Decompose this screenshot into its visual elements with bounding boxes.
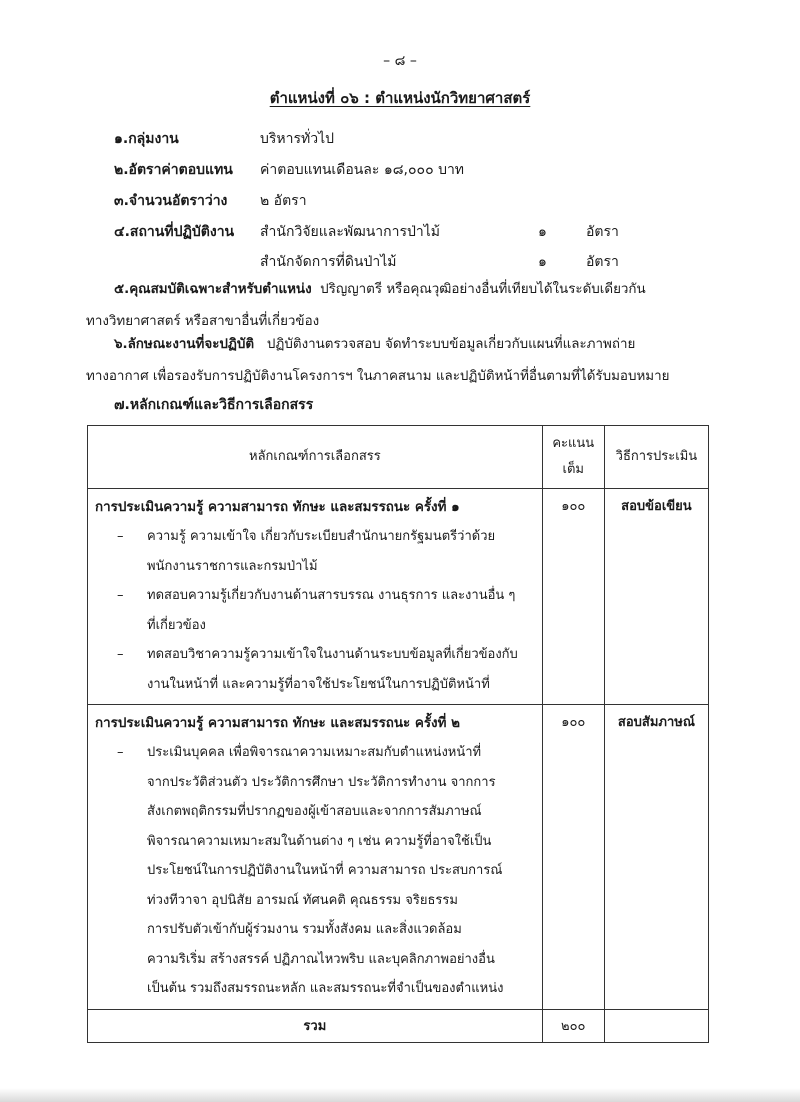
salary-value: ค่าตอบแทนเดือนละ ๑๘,๐๐๐ บาท	[260, 162, 465, 178]
location-name: สำนักจัดการที่ดินป่าไม้	[260, 254, 397, 270]
header-criteria: หลักเกณฑ์การเลือกสรร	[88, 426, 543, 489]
field-location	[114, 221, 619, 243]
qualification-line-2: ทางวิทยาศาสตร์ หรือสาขาอื่นที่เกี่ยวข้อง	[86, 314, 320, 329]
list-item: – ทดสอบความรู้เกี่ยวกับงานด้านสารบรรณ งานธุรการ และงานอื่น ๆ ที่เกี่ยวข้อง	[117, 588, 516, 633]
table-row	[88, 705, 709, 1010]
header-score-line-2: เต็ม	[562, 462, 584, 477]
table-header-row	[88, 426, 709, 489]
title-text: ตำแหน่งที่ ๐๖ : ตำแหน่งนักวิทยาศาสตร์	[269, 89, 531, 107]
location-label: ๔.สถานที่ปฏิบัติงาน	[114, 224, 235, 240]
section-heading: การประเมินความรู้ ความสามารถ ทักษะ และสมรรถนะ ครั้งที่ ๑	[95, 500, 460, 515]
vacancy-label: ๓.จำนวนอัตราว่าง	[114, 193, 228, 209]
total-score: ๒๐๐	[542, 1009, 604, 1042]
duties-line-2: ทางอากาศ เพื่อรองรับการปฏิบัติงานโครงการฯ ในภาคสนาม และปฏิบัติหน้าที่อื่นตามที่ได้รับมอบหมาย	[86, 369, 670, 384]
method-cell: สอบสัมภาษณ์	[604, 705, 708, 1010]
location-name: สำนักวิจัยและพัฒนาการป่าไม้	[260, 224, 441, 240]
header-method: วิธีการประเมิน	[604, 426, 708, 489]
field-vacancy	[114, 190, 307, 212]
criteria-list	[89, 522, 541, 703]
header-score	[542, 426, 604, 489]
list-item: – ความรู้ ความเข้าใจ เกี่ยวกับระเบียบสำนักนายกรัฐมนตรีว่าด้วย พนักงานราชการและกรมป่าไม้	[117, 529, 496, 574]
section-heading: การประเมินความรู้ ความสามารถ ทักษะ และสมรรถนะ ครั้งที่ ๒	[95, 716, 460, 731]
criteria-cell	[88, 489, 543, 705]
group-value: บริหารทั่วไป	[260, 131, 335, 147]
table-row	[88, 489, 709, 705]
score-cell: ๑๐๐	[542, 489, 604, 705]
criteria-list	[89, 738, 541, 1008]
list-item: – ทดสอบวิชาความรู้ความเข้าใจในงานด้านระบบข้อมูลที่เกี่ยวข้องกับ งานในหน้าที่ และความรู้ที่อาจใช้ประโยชน์ในการปฏิบัติหน้าที่	[117, 647, 518, 692]
salary-label: ๒.อัตราค่าตอบแทน	[114, 162, 233, 178]
duties-paragraph	[86, 329, 698, 393]
location-unit: อัตรา	[586, 254, 619, 270]
criteria-cell	[88, 705, 543, 1010]
total-row	[88, 1009, 709, 1042]
page-number: – ๘ –	[383, 53, 417, 69]
qualification-line-1: ปริญญาตรี หรือคุณวุฒิอย่างอื่นที่เทียบได้ในระดับเดียวกัน	[320, 282, 646, 297]
selection-heading: ๗.หลักเกณฑ์และวิธีการเลือกสรร	[114, 397, 314, 413]
total-label: รวม	[88, 1009, 543, 1042]
page-title	[0, 86, 800, 110]
group-label: ๑.กลุ่มงาน	[114, 131, 179, 147]
criteria-table	[87, 425, 709, 1043]
location-count: ๑	[538, 254, 547, 270]
field-salary	[114, 159, 465, 181]
list-item: – ประเมินบุคคล เพื่อพิจารณาความเหมาะสมกับตำแหน่งหน้าที่ จากประวัติส่วนตัว ประวัติการศึกษา ประวัติการทำงาน จากการ สังเกตพฤติกรรมที่ปรากฏของผู้เข้าสอบและจากการสัมภาษณ์ พิจารณาความเหมาะสมในด้านต่าง ๆ เช่น ความรู้ที่อาจใช้เป็น ประโยชน์ในการปฏิบัติงานในหน้าที่ ความสามารถ ประสบการณ์ ท่วงทีวาจา อุปนิสัย อารมณ์ ทัศนคติ คุณธรรม จริยธรรม การปรับตัวเข้ากับผู้ร่วมงาน รวมทั้งสังคม และสิ่งแวดล้อม ความริเริ่ม สร้างสรรค์ ปฏิภาณไหวพริบ และบุคลิกภาพอย่างอื่น เป็นต้น รวมถึงสมรรถนะหลัก และสมรรถนะที่จำเป็นของตำแหน่ง	[117, 745, 504, 996]
duties-line-1: ปฏิบัติงานตรวจสอบ จัดทำระบบข้อมูลเกี่ยวกับแผนที่และภาพถ่าย	[266, 337, 636, 352]
header-score-line-1: คะแนน	[552, 436, 595, 451]
method-cell: สอบข้อเขียน	[604, 489, 708, 705]
vacancy-value: ๒ อัตรา	[260, 193, 307, 209]
qualification-label: ๕.คุณสมบัติเฉพาะสำหรับตำแหน่ง	[114, 282, 312, 297]
location-count: ๑	[538, 224, 547, 240]
scan-bottom-edge	[0, 1088, 800, 1102]
duties-label: ๖.ลักษณะงานที่จะปฏิบัติ	[114, 337, 255, 352]
field-group	[114, 128, 335, 150]
location-unit: อัตรา	[586, 224, 619, 240]
total-method-cell	[604, 1009, 708, 1042]
score-cell: ๑๐๐	[542, 705, 604, 1010]
